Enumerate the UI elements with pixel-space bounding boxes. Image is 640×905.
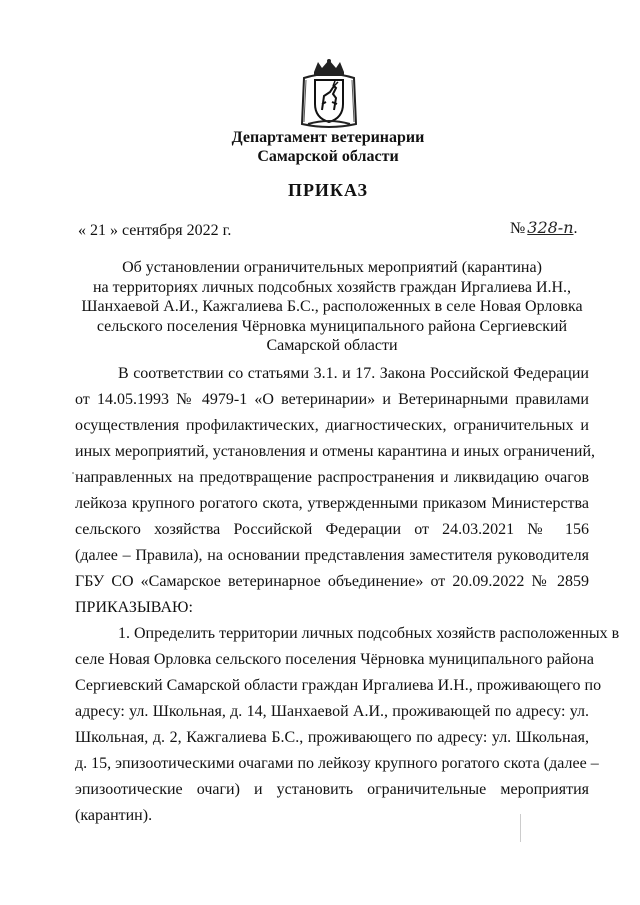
scan-speck	[72, 472, 74, 474]
subject-line: Шанхаевой А.И., Кажгалиева Б.С., расположенных в селе Новая Орловка	[81, 298, 583, 316]
body-line: осуществления профилактических, диагностических, ограничительных и	[75, 417, 589, 434]
department-name-line1: Департамент ветеринарии	[231, 129, 425, 146]
body-line: направленных на предотвращение распространения и ликвидацию очагов	[75, 469, 589, 486]
body-line: д. 15, эпизоотическими очагами по лейкозу крупного рогатого скота (далее –	[75, 755, 599, 772]
body-line: селе Новая Орловка сельского поселения Чёрновка муниципального района	[75, 651, 594, 668]
body-line: (карантин).	[75, 807, 153, 824]
order-date: « 21 » сентября 2022 г.	[78, 222, 232, 239]
body-line: иных мероприятий, установления и отмены карантина и иных ограничений,	[75, 443, 596, 460]
department-name-line2: Самарской области	[257, 148, 399, 165]
body-line: В соответствии со статьями 3.1. и 17. Закона Российской Федерации	[118, 365, 589, 382]
order-title: ПРИКАЗ	[287, 180, 369, 200]
order-subject	[74, 258, 590, 356]
order-number: № 328-п.	[510, 218, 578, 237]
subject-line: Самарской области	[266, 337, 398, 355]
body-line: от 14.05.1993 № 4979-1 «О ветеринарии» и Ветеринарными правилами	[75, 391, 589, 408]
body-line: ГБУ СО «Самарское ветеринарное объединение» от 20.09.2022 № 2859	[75, 573, 589, 590]
body-line: Сергиевский Самарской области граждан Иргалиева И.Н., проживающего по	[75, 677, 602, 694]
subject-line: сельского поселения Чёрновка муниципального района Сергиевский	[96, 317, 568, 335]
body-line: (далее – Правила), на основании представления заместителя руководителя	[75, 547, 589, 564]
coat-of-arms-emblem	[300, 58, 358, 130]
scan-artifact-line	[520, 814, 521, 842]
order-number-prefix: №	[510, 220, 526, 237]
body-line: лейкоза крупного рогатого скота, утвержденными приказом Министерства	[75, 495, 589, 512]
subject-line: на территориях личных подсобных хозяйств граждан Иргалиева И.Н.,	[92, 278, 572, 296]
body-line: Школьная, д. 2, Кажгалиева Б.С., проживающего по адресу: ул. Школьная,	[75, 729, 589, 746]
body-line: адресу: ул. Школьная, д. 14, Шанхаевой А.И., проживающей по адресу: ул.	[75, 703, 589, 720]
order-number-handwritten: 328-п	[527, 218, 574, 237]
subject-line: Об установлении ограничительных мероприятий (карантина)	[122, 259, 542, 276]
body-line: эпизоотические очаги) и установить ограничительные мероприятия	[75, 781, 589, 798]
body-line: сельского хозяйства Российской Федерации от 24.03.2021 № 156	[75, 521, 589, 538]
body-line-order-word: ПРИКАЗЫВАЮ:	[75, 599, 193, 616]
body-line: 1. Определить территории личных подсобных хозяйств расположенных в	[118, 625, 620, 642]
